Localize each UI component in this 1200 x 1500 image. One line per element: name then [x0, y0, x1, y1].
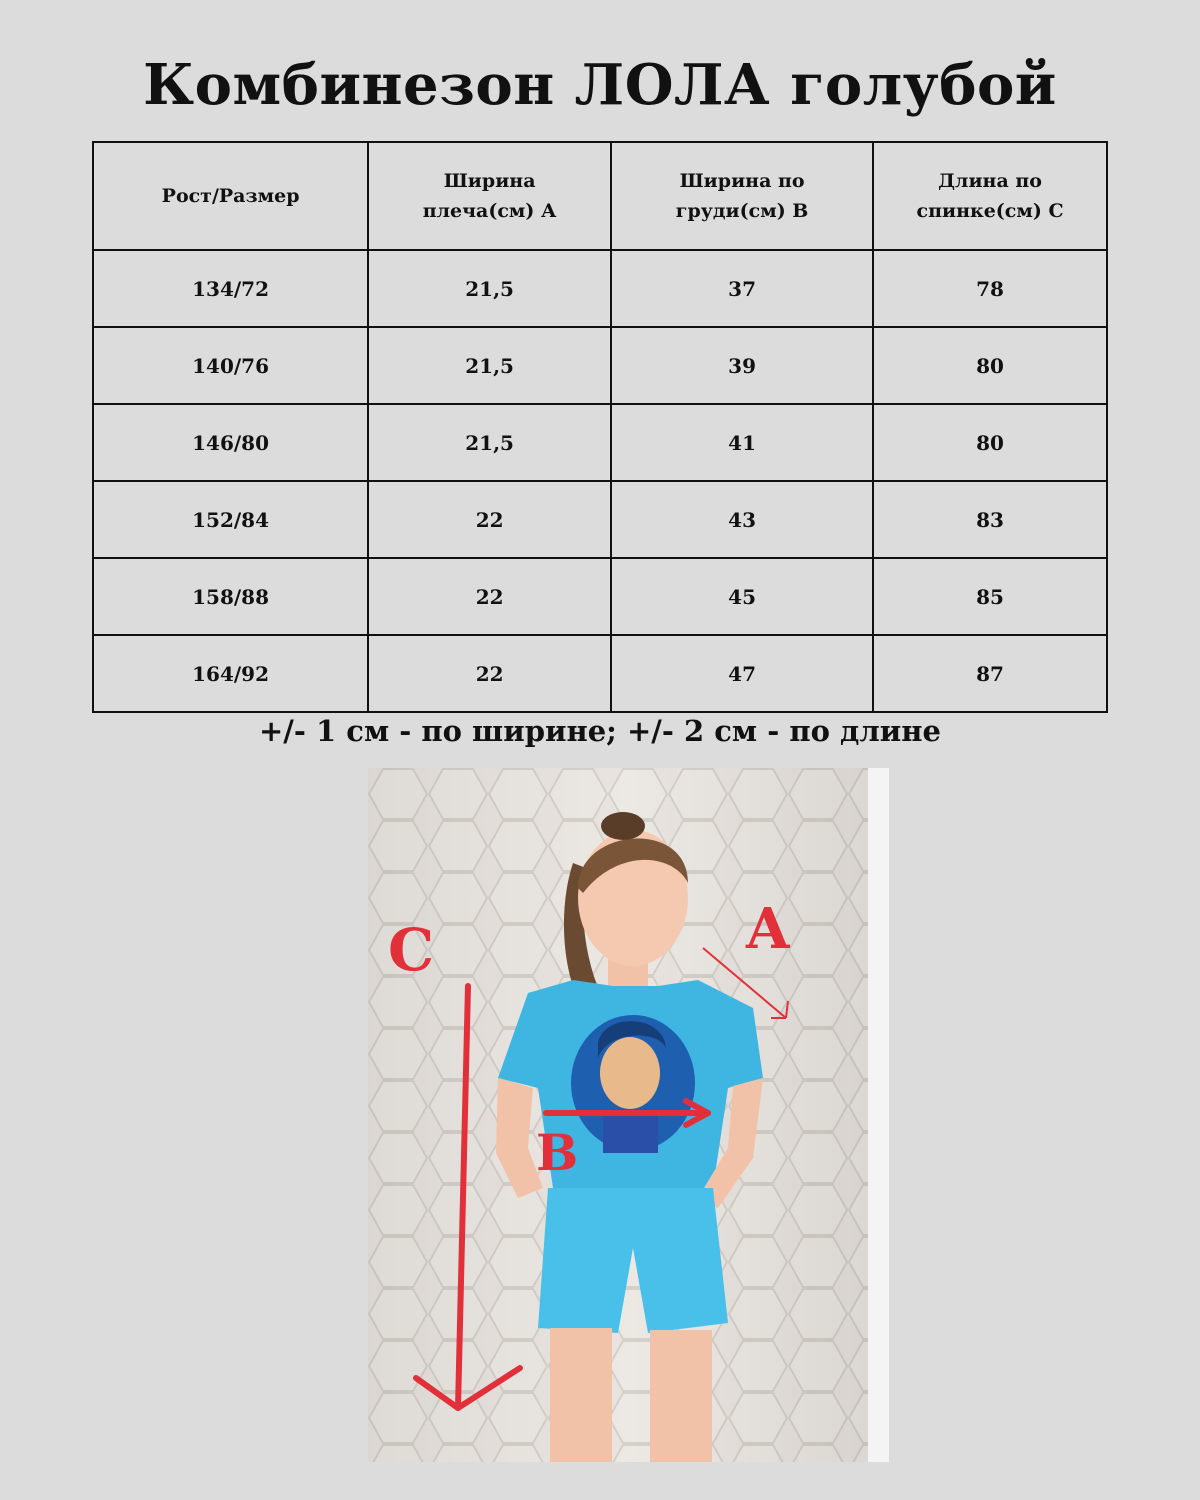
header-line: Длина по: [938, 170, 1042, 192]
size-table: [92, 141, 1108, 713]
label-a: A: [746, 896, 790, 962]
table-row: [93, 635, 1107, 712]
cell-length: 85: [873, 558, 1107, 635]
mirror-edge: [868, 768, 889, 1462]
cell-length: 80: [873, 327, 1107, 404]
header-line: спинке(см) С: [916, 200, 1064, 222]
cell-chest: 45: [611, 558, 873, 635]
cell-shoulder: 21,5: [368, 327, 611, 404]
product-photo-illustration: [368, 768, 889, 1462]
table-row: [93, 327, 1107, 404]
cell-size: 164/92: [93, 635, 368, 712]
cell-size: 152/84: [93, 481, 368, 558]
label-c: C: [388, 916, 435, 984]
cell-size: 158/88: [93, 558, 368, 635]
cell-shoulder: 21,5: [368, 404, 611, 481]
header-line: груди(см) В: [675, 200, 809, 222]
cell-length: 87: [873, 635, 1107, 712]
cell-chest: 37: [611, 250, 873, 327]
cell-size: 140/76: [93, 327, 368, 404]
header-line: Ширина по: [679, 170, 805, 192]
header-row: [93, 142, 1107, 250]
header-line: Ширина: [443, 170, 536, 192]
cell-chest: 47: [611, 635, 873, 712]
cell-size: 146/80: [93, 404, 368, 481]
cell-length: 78: [873, 250, 1107, 327]
cell-length: 80: [873, 404, 1107, 481]
cell-shoulder: 22: [368, 635, 611, 712]
header-cell-back-length: [873, 142, 1107, 250]
table-row: [93, 250, 1107, 327]
product-photo: [368, 768, 889, 1462]
cell-length: 83: [873, 481, 1107, 558]
table-row: [93, 481, 1107, 558]
label-b: B: [536, 1123, 579, 1182]
size-table-body: [93, 250, 1107, 712]
table-row: [93, 558, 1107, 635]
page-title: Комбинезон ЛОЛА голубой: [143, 52, 1057, 118]
header-line: Рост/Размер: [161, 185, 300, 207]
cell-shoulder: 21,5: [368, 250, 611, 327]
header-cell-height-size: [93, 142, 368, 250]
cell-chest: 39: [611, 327, 873, 404]
header-cell-chest-width: [611, 142, 873, 250]
size-table-header: [93, 142, 1107, 250]
cell-chest: 41: [611, 404, 873, 481]
tolerance-note: +/- 1 см - по ширине; +/- 2 см - по длине: [259, 714, 941, 748]
header-line: плеча(см) А: [422, 200, 557, 222]
table-row: [93, 404, 1107, 481]
header-cell-shoulder-width: [368, 142, 611, 250]
cell-size: 134/72: [93, 250, 368, 327]
cell-shoulder: 22: [368, 558, 611, 635]
cell-shoulder: 22: [368, 481, 611, 558]
cell-chest: 43: [611, 481, 873, 558]
